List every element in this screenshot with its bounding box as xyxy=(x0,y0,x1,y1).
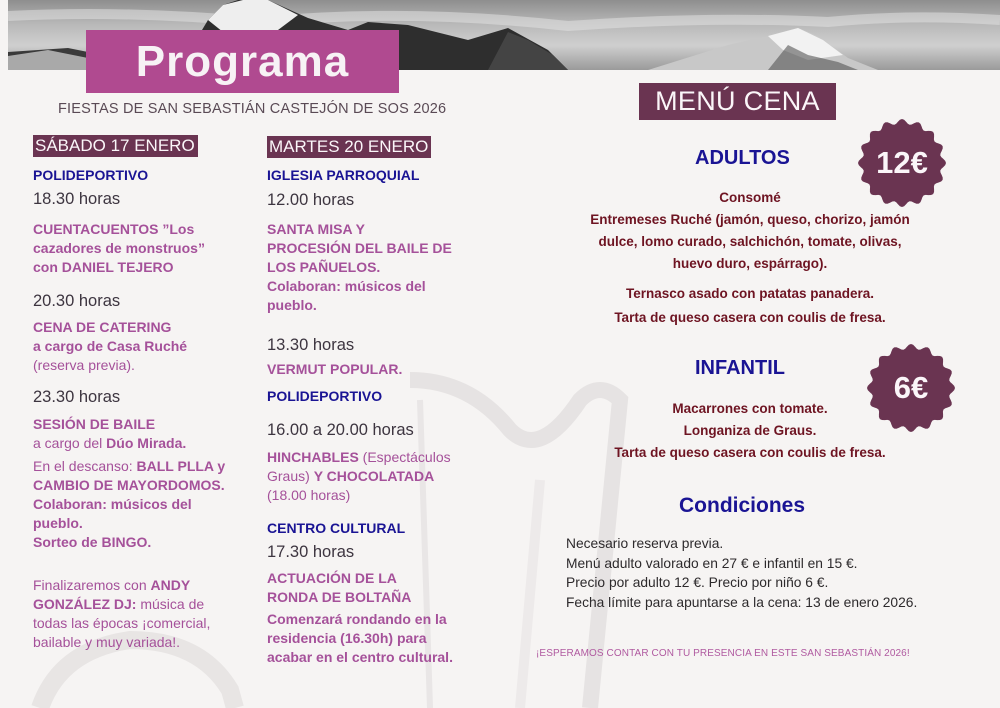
event-text-bold: ANDY xyxy=(150,577,191,593)
event-text-bold: GONZÁLEZ DJ: xyxy=(33,596,137,612)
event-ronda-boltana xyxy=(267,569,453,667)
event-time: 12.00 horas xyxy=(267,191,355,209)
event-line: Comenzará rondando en la xyxy=(267,611,447,627)
condition-item: Fecha límite para apuntarse a la cena: 13 de enero 2026. xyxy=(566,594,918,610)
event-mass-procession xyxy=(267,220,452,315)
event-text-bold: pueblo. xyxy=(33,515,83,531)
event-text: todas las épocas ¡comercial, xyxy=(33,615,211,631)
event-line: cazadores de monstruos” xyxy=(33,240,205,256)
adult-price: 12€ xyxy=(876,145,928,180)
conditions-list xyxy=(566,534,917,612)
event-time: 13.30 horas xyxy=(267,336,355,354)
event-line: con DANIEL TEJERO xyxy=(33,259,174,275)
dish-item: huevo duro, espárrago). xyxy=(672,256,828,271)
event-line: PROCESIÓN DEL BAILE DE xyxy=(267,240,452,256)
event-line: Colaboran: músicos del xyxy=(267,278,426,294)
venue-label: CENTRO CULTURAL xyxy=(267,520,406,536)
event-text: Graus) xyxy=(267,468,314,484)
menu-title-banner xyxy=(639,83,836,120)
event-text: En el descanso: xyxy=(33,458,137,474)
venue-label: IGLESIA PARROQUIAL xyxy=(267,167,420,183)
dish-item: Ternasco asado con patatas panadera. xyxy=(625,286,875,301)
event-text: (18.00 horas) xyxy=(267,487,351,503)
event-line: a cargo de Casa Ruché xyxy=(33,338,188,354)
event-time: 16.00 a 20.00 horas xyxy=(267,421,414,439)
children-dishes xyxy=(560,398,940,464)
event-text-bold: Y CHOCOLATADA xyxy=(313,468,435,484)
adult-dishes xyxy=(560,187,940,329)
dish-item: Tarta de queso casera con coulis de fresa. xyxy=(614,445,886,460)
event-line: residencia (16.30h) para xyxy=(267,630,427,646)
dish-item: Macarrones con tomate. xyxy=(672,401,828,416)
closing-message: ¡ESPERAMOS CONTAR CON TU PRESENCIA EN ESTE SAN SEBASTIÁN 2026! xyxy=(536,648,910,659)
event-line: pueblo. xyxy=(267,297,317,313)
children-heading: INFANTIL xyxy=(695,357,785,379)
event-time: 17.30 horas xyxy=(267,543,355,561)
page-title: Programa xyxy=(135,36,350,86)
event-line: ACTUACIÓN DE LA xyxy=(267,570,397,586)
event-vermouth: VERMUT POPULAR. xyxy=(267,361,403,377)
event-text-bold: BALL PLLA y xyxy=(136,458,226,474)
event-title: CENA DE CATERING xyxy=(33,319,172,335)
dish-item: Entremeses Ruché (jamón, queso, chorizo, jamón xyxy=(590,212,910,227)
child-price: 6€ xyxy=(893,370,929,405)
event-text: Finalizaremos con xyxy=(33,577,151,593)
event-line: RONDA DE BOLTAÑA xyxy=(267,589,412,605)
saturday-heading: SÁBADO 17 ENERO xyxy=(33,135,198,157)
event-catering-dinner xyxy=(33,318,187,375)
event-time: 18.30 horas xyxy=(33,190,121,208)
festival-subtitle: FIESTAS DE SAN SEBASTIÁN CASTEJÓN DE SOS 2026 xyxy=(58,101,447,117)
event-title: SESIÓN DE BAILE xyxy=(33,416,156,432)
program-title-banner xyxy=(86,30,399,93)
event-line: LOS PAÑUELOS. xyxy=(267,259,381,275)
event-note: (reserva previa). xyxy=(33,357,135,373)
event-text: (Espectáculos xyxy=(358,449,451,465)
venue-label: POLIDEPORTIVO xyxy=(33,167,149,183)
dish-item: Consomé xyxy=(719,190,781,205)
event-text-bold: CAMBIO DE MAYORDOMOS. xyxy=(33,477,225,493)
event-line: CUENTACUENTOS ”Los xyxy=(33,221,195,237)
condition-item: Precio por adulto 12 €. Precio por niño 6 €. xyxy=(566,575,829,590)
event-inflatables xyxy=(267,448,451,505)
event-dance-session xyxy=(33,415,225,552)
event-line: acabar en el centro cultural. xyxy=(267,649,453,665)
event-text: a cargo del xyxy=(33,435,107,451)
adults-heading: ADULTOS xyxy=(695,147,790,169)
event-dj-closing xyxy=(33,576,210,652)
menu-title: MENÚ CENA xyxy=(655,86,820,116)
event-text-bold: Sorteo de BINGO. xyxy=(33,534,152,550)
tuesday-heading: MARTES 20 ENERO xyxy=(267,136,431,158)
event-text-bold: Colaboran: músicos del xyxy=(33,496,192,512)
event-time: 20.30 horas xyxy=(33,292,121,310)
conditions-heading: Condiciones xyxy=(679,494,806,517)
event-text-bold: HINCHABLES xyxy=(267,449,359,465)
dish-item: Longaniza de Graus. xyxy=(683,423,817,438)
condition-item: Necesario reserva previa. xyxy=(566,536,724,551)
event-text: música de xyxy=(136,596,205,612)
dish-item: dulce, lomo curado, salchichón, tomate, olivas, xyxy=(598,234,902,249)
dish-item: Tarta de queso casera con coulis de fresa. xyxy=(614,310,886,325)
event-storytelling xyxy=(33,220,205,277)
venue-label: POLIDEPORTIVO xyxy=(267,388,383,404)
event-line: SANTA MISA Y xyxy=(267,221,366,237)
event-time: 23.30 horas xyxy=(33,388,121,406)
event-text-bold: Dúo Mirada. xyxy=(106,435,187,451)
event-text: bailable y muy variada!. xyxy=(33,634,181,650)
condition-item: Menú adulto valorado en 27 € e infantil en 15 €. xyxy=(566,555,858,571)
